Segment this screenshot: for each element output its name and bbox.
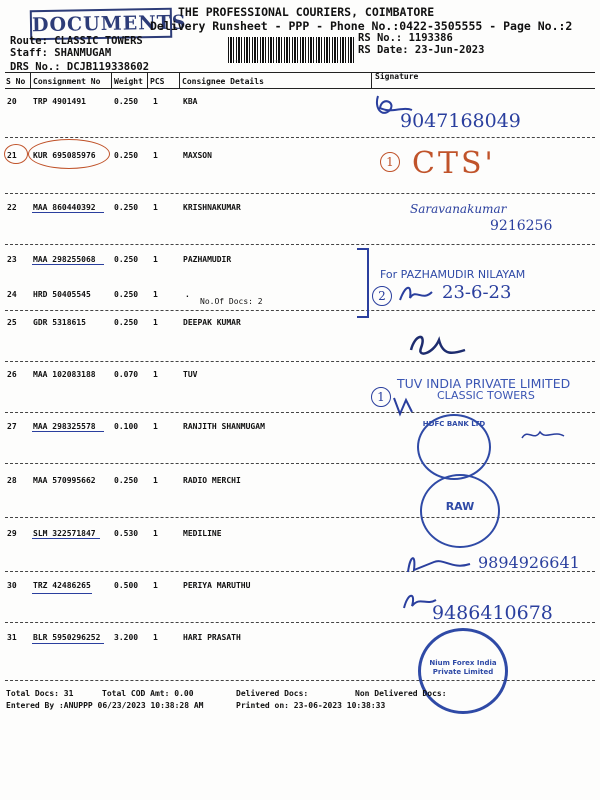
total-docs: Total Docs: 31 [6, 689, 74, 698]
row-sno: 31 [7, 633, 17, 642]
row-weight: 0.250 [114, 255, 139, 264]
circled-number: 1 [380, 152, 400, 172]
drs-number: DRS No.: DCJB119338602 [10, 61, 150, 73]
pen-underline [32, 593, 92, 594]
handwritten-signature: Saravanakumar [410, 202, 507, 216]
row-sno: 30 [7, 581, 17, 590]
row-weight: 0.500 [114, 581, 139, 590]
row-consignee: PAZHAMUDIR [183, 255, 232, 264]
row-divider [5, 193, 595, 194]
col-divider [30, 72, 31, 88]
row-pcs: 1 [153, 151, 158, 160]
row-weight: 0.530 [114, 529, 139, 538]
row-sno: 23 [7, 255, 17, 264]
circle-mark [28, 139, 110, 169]
pen-underline [32, 264, 104, 265]
row-consignment: GDR 5318615 [33, 318, 86, 327]
row-consignee: RADIO MERCHI [183, 476, 241, 485]
hdfc-stamp [417, 414, 491, 480]
col-weight: Weight [114, 77, 143, 86]
row-consignee: KRISHNAKUMAR [183, 203, 241, 212]
row-weight: 0.250 [114, 476, 139, 485]
row-weight: 0.250 [114, 97, 139, 106]
tuv-stamp-line2: CLASSIC TOWERS [437, 389, 535, 402]
row-divider [5, 310, 595, 311]
row-consignee: KBA [183, 97, 198, 106]
row-divider [5, 463, 595, 464]
row-sno: 22 [7, 203, 17, 212]
row-pcs: 1 [153, 370, 158, 379]
nium-stamp-text: Nium Forex India Private Limited [429, 659, 497, 676]
row-consignment: BLR 5950296252 [33, 633, 101, 642]
row-sno: 21 [7, 151, 17, 160]
entered-by: Entered By :ANUPPP 06/23/2023 10:38:28 AM [6, 701, 204, 710]
handwritten-number: 9216256 [490, 218, 553, 234]
row-consignment: KUR 695085976 [33, 151, 96, 160]
row-divider [5, 412, 595, 413]
row-divider [5, 137, 595, 138]
row-pcs: 1 [153, 290, 158, 299]
handwritten-phone: 9894926641 [478, 553, 580, 572]
handwritten-date: 23-6-23 [442, 282, 512, 303]
printed-on: Printed on: 23-06-2023 10:38:33 [236, 701, 386, 710]
pen-underline [32, 643, 104, 644]
row-divider [5, 244, 595, 245]
row-pcs: 1 [153, 97, 158, 106]
row-docs-count: No.Of Docs: 2 [200, 297, 263, 306]
raw-stamp [420, 474, 500, 548]
row-sno: 20 [7, 97, 17, 106]
hdfc-stamp-text: HDFC BANK LTD [422, 420, 486, 428]
staff-label: Staff: SHANMUGAM [10, 47, 112, 59]
signature-row27 [520, 424, 566, 444]
row-pcs: 1 [153, 633, 158, 642]
row-consignment: SLM 322571847 [33, 529, 96, 538]
circled-number: 2 [372, 286, 392, 306]
row-weight: 0.250 [114, 290, 139, 299]
col-divider [147, 72, 148, 88]
row-weight: 0.100 [114, 422, 139, 431]
signature-row29 [404, 548, 474, 580]
row-consignment: MAA 298255068 [33, 255, 96, 264]
row-pcs: 1 [153, 318, 158, 327]
row-consignee: DEEPAK KUMAR [183, 318, 241, 327]
signature-row23 [396, 282, 436, 308]
row-consignee: RANJITH SHANMUGAM [183, 422, 265, 431]
row-consignee: HARI PRASATH [183, 633, 241, 642]
col-divider [179, 72, 180, 88]
rs-number: RS No.: 1193386 [358, 32, 453, 44]
nium-stamp [418, 628, 508, 714]
row-sno: 27 [7, 422, 17, 431]
row-consignee: MEDILINE [183, 529, 222, 538]
row-sno: 28 [7, 476, 17, 485]
pazhamudir-stamp: For PAZHAMUDIR NILAYAM [380, 268, 526, 281]
col-divider [371, 72, 372, 88]
pen-underline [32, 431, 104, 432]
non-delivered-docs: Non Delivered Docs: [355, 689, 447, 698]
signature-row26 [390, 392, 420, 418]
row-weight: 0.250 [114, 203, 139, 212]
row-consignment: MAA 102083188 [33, 370, 96, 379]
row-consignee: MAXSON [183, 151, 212, 160]
row-weight: 3.200 [114, 633, 139, 642]
row-divider [5, 517, 595, 518]
pen-underline [32, 212, 104, 213]
row-sno: 25 [7, 318, 17, 327]
row-pcs: 1 [153, 255, 158, 264]
pen-underline [32, 538, 100, 539]
col-pcs: PCS [150, 77, 165, 86]
handwritten-phone: 9486410678 [432, 602, 553, 624]
row-pcs: 1 [153, 422, 158, 431]
barcode [228, 37, 354, 63]
row-consignee: . [185, 290, 190, 299]
row-consignment: HRD 50405545 [33, 290, 91, 299]
bracket-mark [357, 248, 369, 318]
signature-row25 [405, 328, 475, 364]
circled-number: 1 [371, 387, 391, 407]
row-weight: 0.250 [114, 318, 139, 327]
delivered-docs: Delivered Docs: [236, 689, 309, 698]
row-sno: 26 [7, 370, 17, 379]
company-name: THE PROFESSIONAL COURIERS, COIMBATORE [178, 5, 435, 19]
col-signature: Signature [375, 72, 419, 81]
row-consignment: MAA 570995662 [33, 476, 96, 485]
row-consignment: MAA 860440392 [33, 203, 96, 212]
documents-stamp: DOCUMENTS [30, 8, 173, 40]
row-divider [5, 361, 595, 362]
runsheet-title: Delivery Runsheet - PPP - Phone No.:0422-3505555 - Page No.:2 [150, 19, 573, 33]
col-consignment: Consignment No [33, 77, 101, 86]
tuv-stamp-line1: TUV INDIA PRIVATE LIMITED [397, 376, 571, 391]
row-consignment: TRZ 42486265 [33, 581, 91, 590]
row-pcs: 1 [153, 529, 158, 538]
row-weight: 0.250 [114, 151, 139, 160]
handwritten-phone: 9047168049 [400, 110, 521, 132]
raw-stamp-text: RAW [445, 500, 475, 513]
col-consignee: Consignee Details [182, 77, 264, 86]
row-pcs: 1 [153, 581, 158, 590]
row-sno: 29 [7, 529, 17, 538]
header-rule-top [5, 72, 595, 73]
rs-date: RS Date: 23-Jun-2023 [358, 44, 485, 56]
row-consignee: TUV [183, 370, 198, 379]
row-consignee: PERIYA MARUTHU [183, 581, 251, 590]
row-weight: 0.070 [114, 370, 139, 379]
row-consignment: TRP 4901491 [33, 97, 86, 106]
total-cod: Total COD Amt: 0.00 [102, 689, 194, 698]
col-sno: S No [6, 77, 26, 86]
row-pcs: 1 [153, 203, 158, 212]
circle-mark [4, 144, 28, 164]
route-label: Route: CLASSIC TOWERS [10, 35, 143, 47]
col-divider [111, 72, 112, 88]
header-rule-bottom [5, 88, 595, 89]
row-sno: 24 [7, 290, 17, 299]
row-pcs: 1 [153, 476, 158, 485]
row-consignment: MAA 298325578 [33, 422, 96, 431]
handwritten-mark: CTS' [412, 146, 496, 181]
